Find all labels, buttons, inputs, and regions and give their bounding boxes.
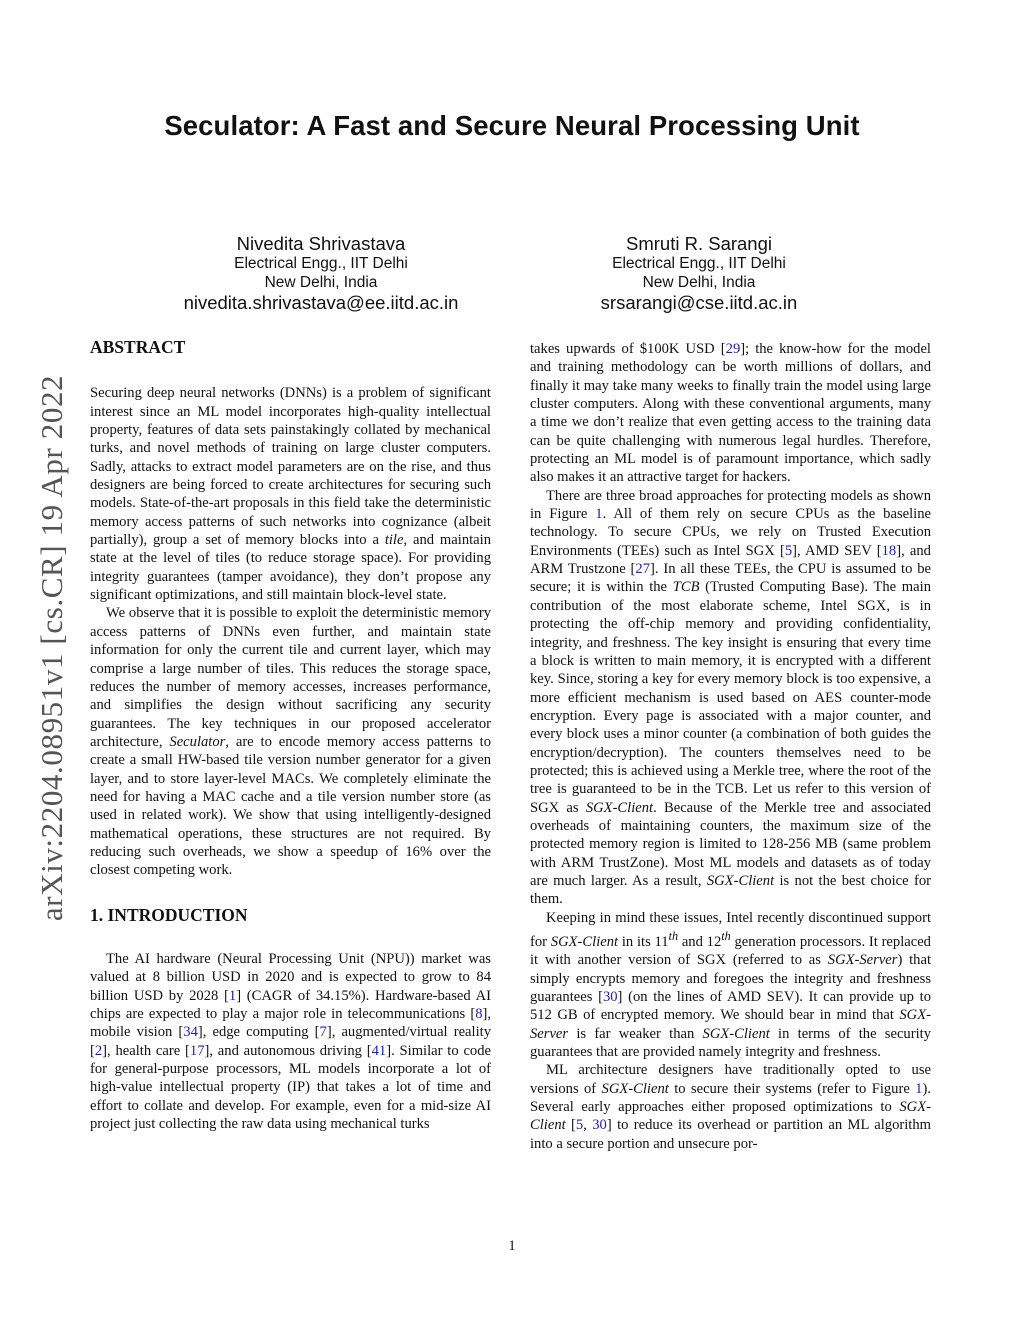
- emphasis: SGX-Client: [550, 933, 619, 950]
- text-span: ,: [583, 1117, 593, 1134]
- citation-link[interactable]: 7: [319, 1024, 327, 1041]
- emphasis: SGX-Client: [585, 799, 654, 816]
- text-span: . Because of the Merkle tree and associated overheads of maintaining counters, the maximum size of the protected memory region is limited to 128-256 MB (same problem with ARM TrustZone). Most ML models and datasets as of today are much larger. As a result,: [530, 799, 931, 889]
- text-span: ], and ARM Trustzone [: [530, 542, 931, 578]
- citation-link[interactable]: 2: [94, 1042, 103, 1059]
- text-span: ] (CAGR of 34.15%). Hardware-based AI chips are expected to play a major role in telecommunications [: [90, 987, 491, 1022]
- citation-link[interactable]: 17: [189, 1042, 205, 1059]
- emphasis: SGX-Server: [530, 1007, 931, 1042]
- text-span: , and maintain state at the level of tiles (to reduce storage space). For providing integrity guarantees (tamper avoidance), they don’t propose any significant optimizations, and still maintain block-level state.: [90, 532, 491, 604]
- citation-link[interactable]: 5: [784, 542, 793, 559]
- text-span: , are to encode memory access patterns to create a small HW-based tile version number generator for a given layer, and to store layer-level MACs. We completely eliminate the need for having a MAC cache and a tile version number store (as used in related work). We show that using intelligently-designed mathematical operations, these structures are not required. By reducing such overheads, we show a speedup of 16% over the closest competing work.: [90, 733, 491, 879]
- text-span: Securing deep neural networks (DNNs) is a problem of significant interest since an ML model incorporates high-quality intellectual property, features of data sets painstakingly collated by mechanical turks, and novel methods of training on large cluster computers. Sadly, attacks to extract model parameters are on the rise, and thus designers are being forced to create architectures for securing such models. State-of-the-art proposals in this field take the deterministic memory access patterns of such networks into cognizance (albeit partially), group a set of memory blocks into a: [90, 385, 491, 549]
- author-location: New Delhi, India: [642, 273, 756, 291]
- author-name: Smruti R. Sarangi: [626, 233, 772, 254]
- abstract-heading: ABSTRACT: [90, 337, 186, 357]
- abstract-paragraph: [90, 604, 491, 879]
- emphasis: TCB: [672, 579, 700, 596]
- citation-link[interactable]: 27: [635, 561, 651, 578]
- left-column: [90, 338, 491, 1133]
- emphasis: tile: [384, 532, 404, 549]
- text-span: ML architecture designers have traditionally opted to use versions of: [530, 1062, 931, 1097]
- text-span: ] to reduce its overhead or partition an ML algorithm into a secure portion and unsecure por-: [530, 1117, 932, 1152]
- text-span: [: [565, 1117, 576, 1134]
- abstract-paragraph: [90, 384, 491, 604]
- author-block-2: [489, 233, 909, 315]
- figure-reference-link[interactable]: 1: [595, 506, 603, 523]
- emphasis: SGX-Client: [702, 1025, 770, 1042]
- citation-link[interactable]: 30: [592, 1117, 607, 1134]
- text-span: Keeping in mind these issues, Intel recently discontinued support for: [530, 909, 931, 950]
- author-email[interactable]: nivedita.shrivastava@ee.iitd.ac.in: [183, 292, 459, 314]
- citation-link[interactable]: 18: [881, 542, 897, 559]
- text-span: is not the best choice for them.: [530, 872, 931, 908]
- page-number: 1: [508, 1238, 516, 1254]
- body-paragraph: [530, 340, 931, 487]
- text-span: ]. In all these TEEs, the CPU is assumed to be secure; it is within the: [530, 561, 932, 596]
- author-email[interactable]: srsarangi@cse.iitd.ac.in: [600, 292, 798, 314]
- text-span: in terms of the security guarantees that are provided namely integrity and freshness.: [530, 1025, 931, 1060]
- author-department: Electrical Engg., IIT Delhi: [612, 255, 786, 273]
- text-span: in its 11: [618, 933, 669, 950]
- emphasis: th: [668, 929, 679, 943]
- emphasis: th: [721, 929, 731, 943]
- citation-link[interactable]: 5: [575, 1117, 584, 1134]
- citation-link[interactable]: 30: [602, 988, 618, 1005]
- citation-link[interactable]: 29: [725, 341, 741, 357]
- text-span: ]. Similar to code for general-purpose processors, ML models incorporate a lot of high-value intellectual property (IP) that takes a lot of time and effort to collate and develop. For example, even for a mid-size AI project just collecting the raw data using mechanical turks: [90, 1042, 491, 1133]
- text-span: ) that simply encrypts memory and foregoes the integrity and freshness guarantees [: [530, 952, 931, 1005]
- text-span: ]; the know-how for the model and training methodology can be worth millions of dollars, and finally it may take many weeks to finally train the model using large cluster computers. Along with these conventional arguments, many a time we don’t realize that even getting access to the training data can be quite challenging with numerous legal hurdles. Therefore, protecting an ML model is of paramount importance, which sadly also makes it an attractive target for hackers.: [530, 341, 931, 486]
- text-span: (Trusted Computing Base). The main contribution of the most elaborate scheme, Intel SGX, is in protecting the off-chip memory and providing confidentiality, integrity, and freshness. The key insight is ensuring that every time a block is written to main memory, it is encrypted with a different key. Since, storing a key for every memory block is too expensive, a more efficient mechanism is used based on AES counter-mode encryption. Every page is associated with a major counter, and every block uses a minor counter (a combination of both guides the encryption/decryption). The counters themselves need to be protected; this is achieved using a Merkle tree, where the root of the tree is guaranteed to be in the TCB. Let us refer to this version of SGX as: [530, 579, 931, 816]
- citation-link[interactable]: 34: [183, 1024, 198, 1041]
- text-span: ] (on the lines of AMD SEV). It can provide up to 512 GB of encrypted memory. We should bear in mind that: [530, 988, 932, 1024]
- text-span: ], augmented/virtual reality [: [90, 1024, 491, 1059]
- figure-reference-link[interactable]: 1: [915, 1080, 923, 1097]
- author-location: New Delhi, India: [264, 273, 378, 291]
- text-span: The AI hardware (Neural Processing Unit (NPU)) market was valued at 8 billion USD in 2020 and is expected to grow to 84 billion USD by 2028 [: [90, 950, 491, 1004]
- emphasis: SGX-Client: [601, 1080, 669, 1097]
- text-span: There are three broad approaches for protecting models as shown in Figure: [530, 487, 931, 523]
- text-span: is far weaker than: [568, 1025, 703, 1042]
- author-department: Electrical Engg., IIT Delhi: [234, 255, 408, 273]
- author-block-1: [111, 233, 531, 315]
- body-paragraph: [90, 950, 491, 1133]
- citation-link[interactable]: 41: [371, 1042, 387, 1059]
- emphasis: Seculator: [169, 733, 226, 750]
- text-span: takes upwards of $100K USD [: [530, 341, 726, 357]
- author-name: Nivedita Shrivastava: [236, 233, 406, 254]
- text-span: to secure their systems (refer to Figure: [668, 1080, 916, 1097]
- text-span: ], edge computing [: [197, 1024, 320, 1041]
- superscript: [721, 929, 730, 943]
- emphasis: SGX-Client: [530, 1098, 931, 1134]
- text-span: ], health care [: [102, 1042, 190, 1059]
- superscript: [669, 929, 678, 943]
- text-span: ). Several early approaches either proposed optimizations to: [530, 1080, 931, 1115]
- text-span: generation processors. It replaced it with another version of SGX (referred to as: [530, 933, 931, 969]
- text-span: and 12: [678, 933, 722, 950]
- text-span: ], mobile vision [: [90, 1006, 491, 1041]
- text-span: . All of them rely on secure CPUs as the baseline technology. To secure CPUs, we rely on Trusted Execution Environments (TEEs) such as Intel SGX [: [530, 506, 931, 559]
- citation-link[interactable]: 1: [228, 987, 237, 1004]
- citation-link[interactable]: 8: [475, 1006, 483, 1022]
- text-span: ], AMD SEV [: [792, 542, 882, 559]
- body-paragraph: [530, 1061, 931, 1153]
- body-paragraph: [530, 909, 931, 1062]
- right-column: [530, 340, 931, 1153]
- paper-title: Seculator: A Fast and Secure Neural Processing Unit: [164, 110, 860, 141]
- text-span: We observe that it is possible to exploit the deterministic memory access patterns of DNNs even further, and maintain state information for only the current tile and current layer, which may comprise a large number of tiles. This reduces the storage space, reduces the number of memory accesses, increases performance, and simplifies the design without sacrificing any security guarantees. The key techniques in our proposed accelerator architecture,: [90, 605, 491, 750]
- emphasis: SGX-Server: [827, 952, 898, 969]
- introduction-heading: 1. INTRODUCTION: [90, 904, 248, 925]
- emphasis: SGX-Client: [706, 872, 775, 889]
- text-span: ], and autonomous driving [: [204, 1042, 372, 1059]
- arxiv-identifier-stamp: arXiv:2204.08951v1 [cs.CR] 19 Apr 2022: [34, 374, 69, 922]
- body-paragraph: [530, 487, 931, 909]
